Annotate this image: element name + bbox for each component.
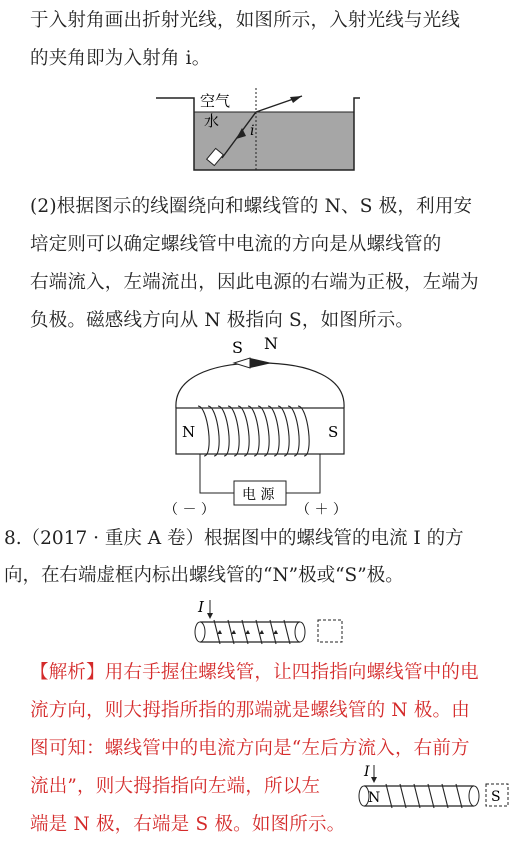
- current-arrow-icon: [207, 613, 213, 619]
- compass-north-half-icon: [250, 358, 272, 368]
- compass-n-label: N: [264, 334, 278, 353]
- answer-current-arrow-icon: [371, 777, 377, 783]
- part2-line-2: 培定则可以确定螺线管中电流的方向是从螺线管的: [30, 234, 442, 255]
- air-label: 空气: [200, 92, 231, 110]
- current-label: I: [198, 598, 204, 616]
- compass-south-half-icon: [234, 358, 250, 368]
- part2-paragraph: [30, 188, 510, 340]
- question-8: [4, 520, 519, 594]
- analysis-line-5: 端是 N 极，右端是 S 极。如图所示。: [30, 814, 346, 835]
- part2-line-4: 负极。磁感线方向从 N 极指向 S，如图所示。: [30, 310, 415, 331]
- right-wire: [286, 454, 320, 493]
- solenoid-core: [176, 408, 344, 454]
- intro-line-1: 于入射角画出折射光线，如图所示，入射光线与光线: [30, 10, 461, 31]
- question-8-line-2: 向，在右端虚框内标出螺线管的“N”极或“S”极。: [4, 565, 404, 586]
- answer-right-pole: S: [491, 789, 501, 805]
- coil-turns: [214, 620, 290, 644]
- part2-line-3: 右端流入，左端流出，因此电源的右端为正极，左端为: [30, 272, 479, 293]
- analysis-line-1: 【解析】用右手握住螺线管，让四指指向螺线管中的电: [30, 662, 479, 683]
- angle-label: i: [250, 123, 255, 139]
- tube-left-end: [195, 622, 205, 642]
- tube-right-end: [295, 622, 305, 642]
- refraction-figure: [150, 84, 360, 178]
- answer-coil-turns: [386, 784, 462, 808]
- answer-left-pole: N: [368, 790, 381, 806]
- power-source-label: 电 源: [242, 487, 275, 503]
- compass-s-label: S: [232, 338, 243, 357]
- analysis-line-3: 图可知：螺线管中的电流方向是“左后方流入，右前方: [30, 738, 470, 759]
- solenoid-right-pole: S: [328, 423, 339, 441]
- solenoid-question-figure: [190, 596, 360, 654]
- refracted-arrow-icon: [290, 96, 302, 103]
- part2-line-1: (2)根据图示的线圈绕向和螺线管的 N、S 极，利用安: [30, 196, 473, 217]
- answer-current-label: I: [364, 764, 370, 780]
- pole-answer-box: [318, 620, 342, 642]
- magnetic-field-line: [176, 363, 344, 408]
- intro-paragraph: [30, 2, 510, 78]
- analysis-line-2: 流方向，则大拇指所指的那端就是螺线管的 N 极。由: [30, 700, 470, 721]
- turn-arrows-icon: [217, 630, 278, 634]
- solenoid-left-pole: N: [182, 423, 196, 441]
- solenoid-answer-figure: [356, 762, 516, 818]
- left-wire: [200, 454, 234, 493]
- positive-terminal-label: （ ＋ ）: [296, 502, 347, 518]
- answer-tube-right-end: [469, 786, 479, 806]
- solenoid-source-figure: [150, 333, 370, 522]
- negative-terminal-label: （ － ）: [164, 502, 215, 518]
- intro-line-2: 的夹角即为入射角 i。: [30, 48, 211, 69]
- question-8-line-1: 8.（2017 · 重庆 A 卷）根据图中的螺线管的电流 I 的方: [4, 528, 464, 549]
- analysis-line-4: 流出”，则大拇指指向左端，所以左: [30, 776, 321, 797]
- water-label: 水: [204, 112, 220, 130]
